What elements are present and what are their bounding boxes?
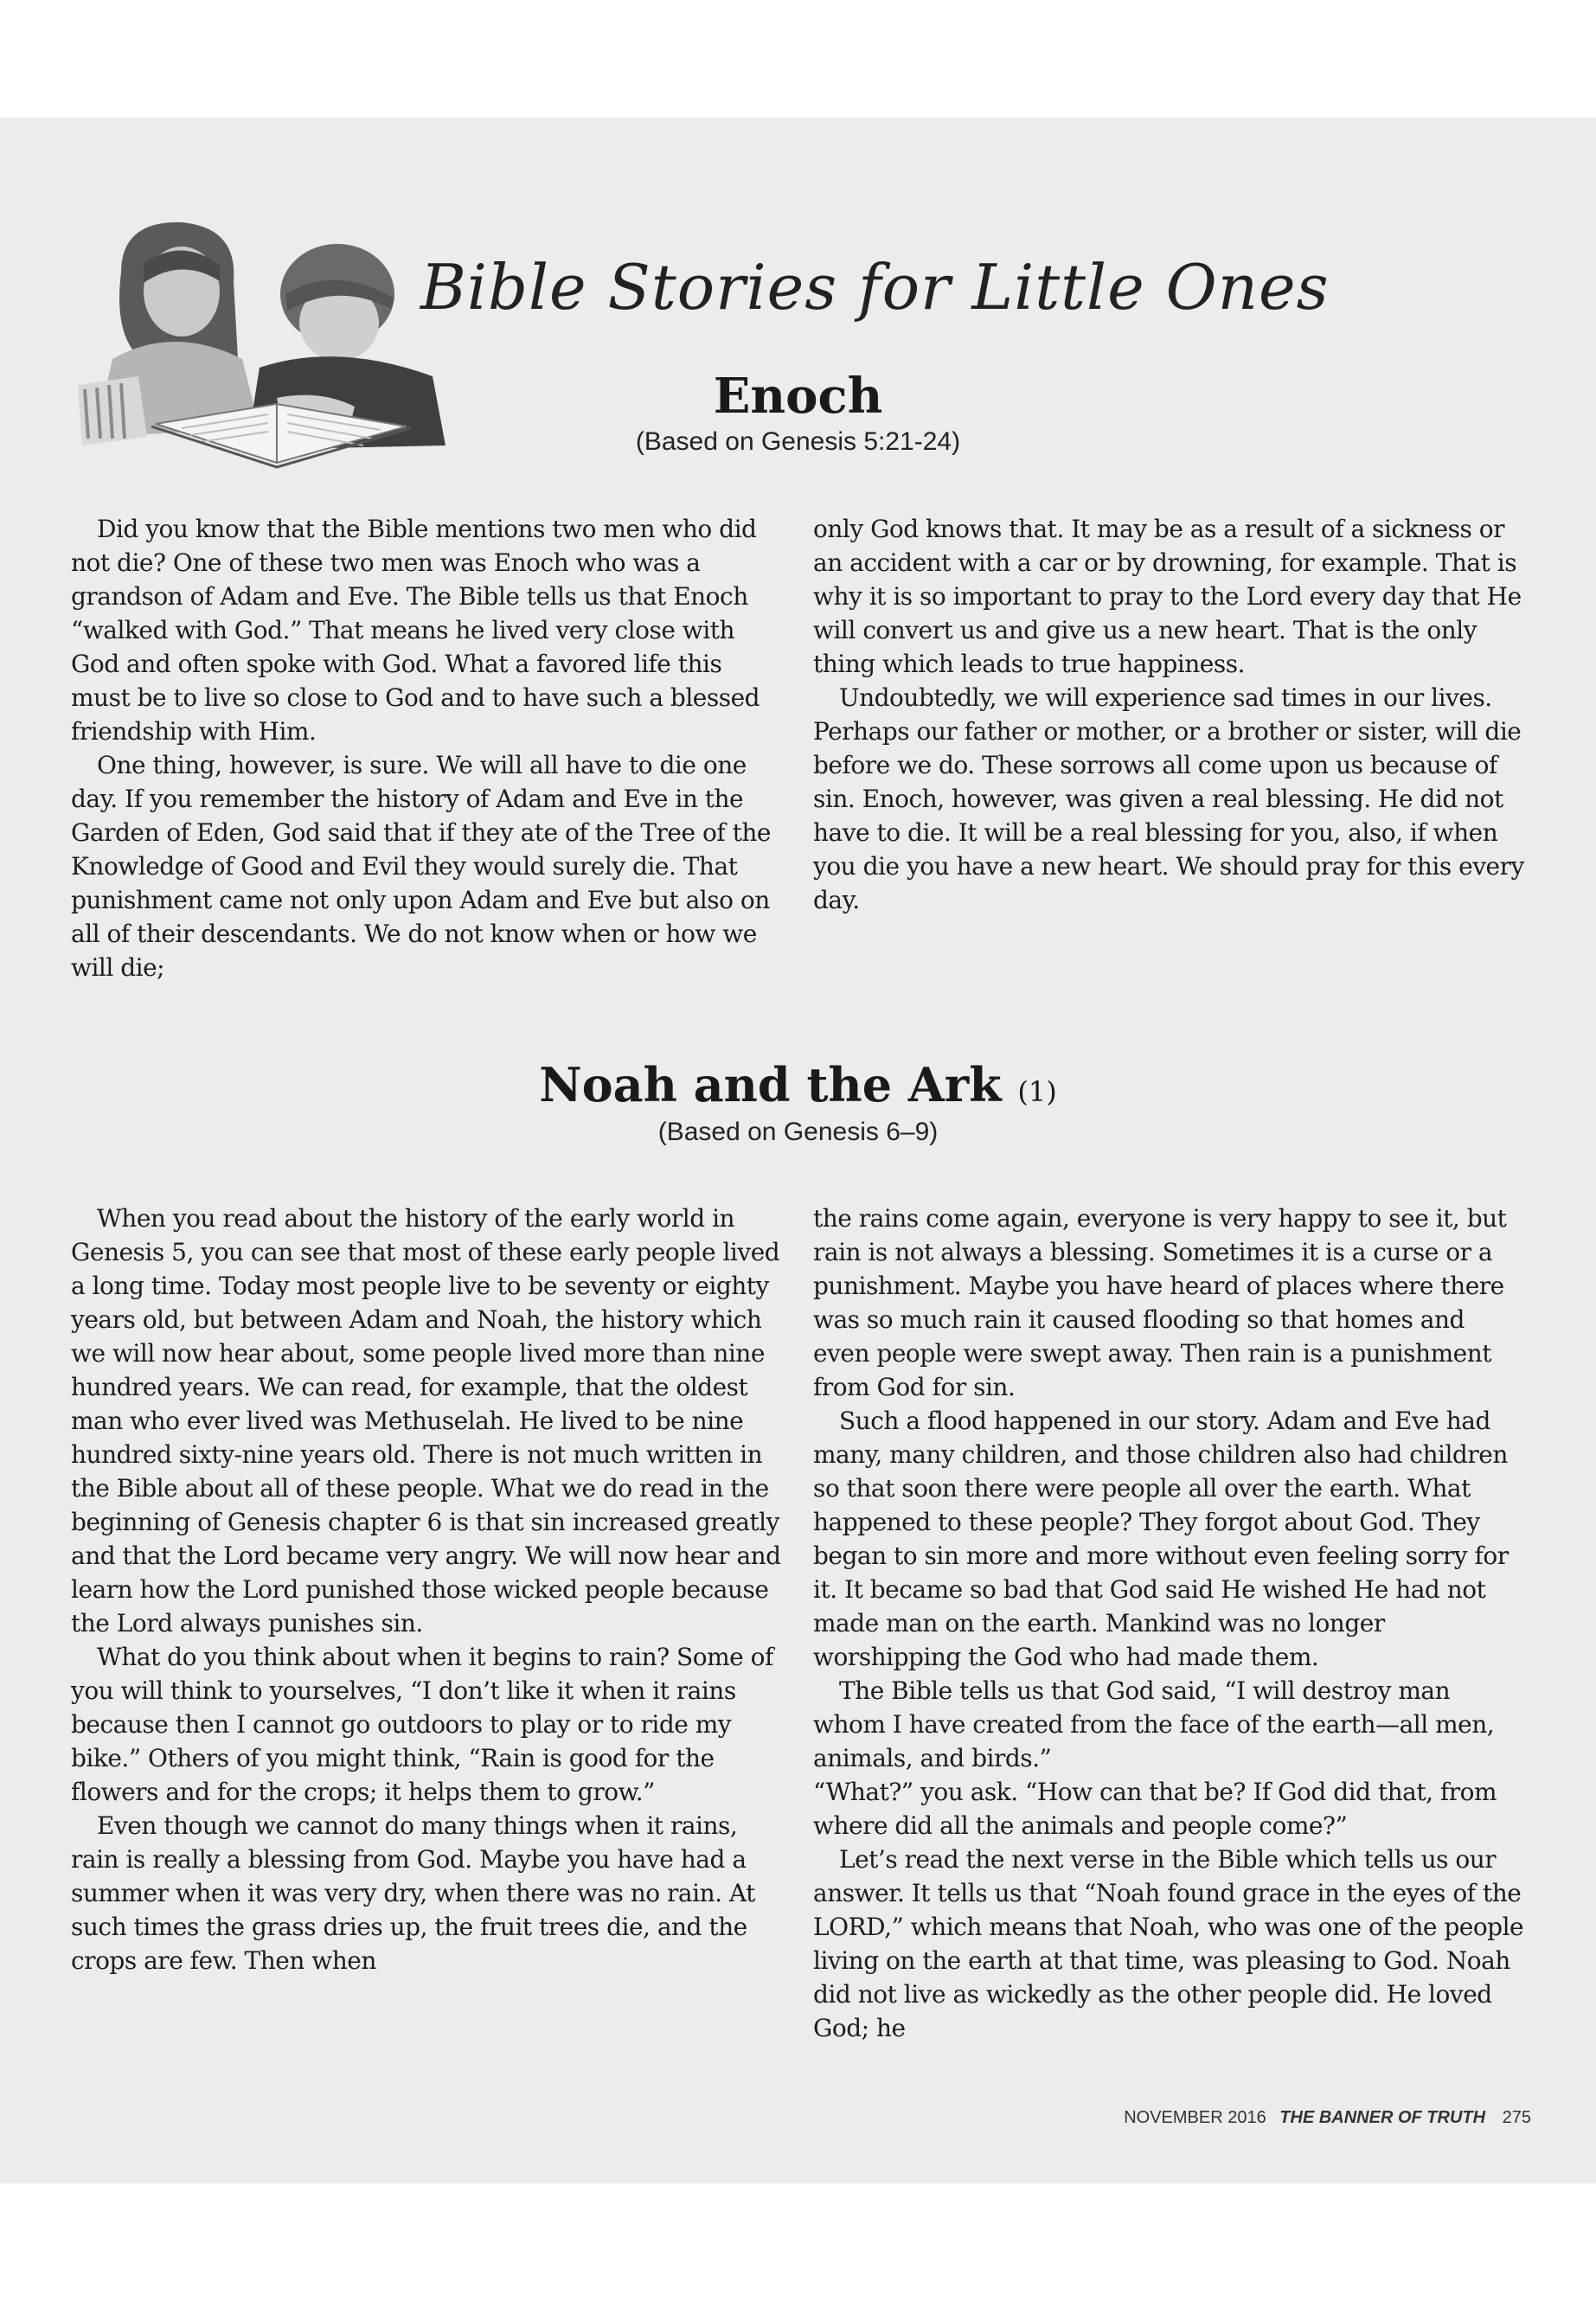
noah-left-column — [71, 1202, 782, 1977]
paragraph: The Bible tells us that God said, “I will destroy man whom I have created from the face of the earth—all men, animals, and birds.” — [813, 1676, 1495, 1772]
noah-right-column — [813, 1202, 1524, 2045]
footer-page-number: 275 — [1502, 2108, 1531, 2127]
story-basis-enoch: (Based on Genesis 5:21-24) — [635, 427, 961, 456]
footer-issue: NOVEMBER 2016 — [1124, 2108, 1266, 2127]
enoch-right-column — [813, 512, 1524, 917]
paragraph: Did you know that the Bible mentions two men who did not die? One of these two men was Enoch who was a grandson of Adam and Eve. The Bible tells us that Enoch “walked with God.” That means he lived very close with God and often spoke with God. What a favored life this must be to live so close to God and to have such a blessed friendship with Him. — [71, 515, 760, 746]
series-title: Bible Stories for Little Ones — [420, 251, 1330, 324]
story-basis-noah: (Based on Genesis 6–9) — [657, 1118, 939, 1146]
paragraph: Let’s read the next verse in the Bible which tells us our answer. It tells us that “Noah found grace in the eyes of the LORD,” which means that Noah, who was one of the people living on the earth at that time, was pleasing to God. Noah did not live as wickedly as the other people did. He loved God; he — [813, 1845, 1524, 2042]
page-footer — [1124, 2108, 1531, 2128]
paragraph: Even though we cannot do many things when it rains, rain is really a blessing from God. Maybe you have had a summer when it was very dry, when there was no rain. At such times the grass dries up, the fruit trees die, and the crops are few. Then when — [71, 1811, 755, 1975]
paragraph: When you read about the history of the early world in Genesis 5, you can see that most of these early people lived a long time. Today most people live to be seventy or eighty years old, but between Adam and Noah, the history which we will now hear about, some people lived more than nine hundred years. We can read, for example, that the oldest man who ever lived was Methuselah. He lived to be nine hundred sixty-nine years old. There is not much written in the Bible about all of these people. What we do read in the beginning of Genesis chapter 6 is that sin increased greatly and that the Lord became very angry. We will now hear and learn how the Lord punished those wicked people because the Lord always punishes sin. — [71, 1204, 781, 1638]
enoch-left-column — [71, 512, 782, 984]
paragraph: Such a flood happened in our story. Adam and Eve had many, many children, and those children also had children so that soon there were people all over the earth. What happened to these people? They forgot about God. They began to sin more and more without even feeling sorry for it. It became so bad that God said He wished He had not made man on the earth. Mankind was no longer worshipping the God who had made them. — [813, 1407, 1509, 1671]
paragraph: What do you think about when it begins to rain? Some of you will think to yourselves, “I don’t like it when it rains because then I cannot go outdoors to play or to ride my bike.” Others of you might think, “Rain is good for the flowers and for the crops; it helps them to grow.” — [71, 1643, 773, 1806]
story-part-number: (1) — [1017, 1075, 1057, 1108]
paragraph: One thing, however, is sure. We will all have to die one day. If you remember the history of Adam and Eve in the Garden of Eden, God said that if they ate of the Tree of the Knowledge of Good and Evil they would surely die. That punishment came not only upon Adam and Eve but also on all of their descendants. We do not know when or how we will die; — [71, 751, 771, 982]
footer-publication: THE BANNER OF TRUTH — [1279, 2108, 1486, 2127]
paragraph: “What?” you ask. “How can that be? If God did that, from where did all the animals and people come?” — [813, 1778, 1497, 1840]
story-title-enoch: Enoch — [713, 368, 883, 425]
paragraph: the rains come again, everyone is very happy to see it, but rain is not always a blessing. Sometimes it is a curse or a punishment. Maybe you have heard of places where there was so much rain it caused flooding so that homes and even people were swept away. Then rain is a punishment from God for sin. — [813, 1204, 1507, 1401]
paragraph: Undoubtedly, we will experience sad times in our lives. Perhaps our father or mother, or a brother or sister, will die before we do. These sorrows all come upon us because of sin. Enoch, however, was given a real blessing. He did not have to die. It will be a real blessing for you, also, if when you die you have a new heart. We should pray for this every day. — [813, 683, 1524, 914]
paragraph: only God knows that. It may be as a result of a sickness or an accident with a car or by drowning, for example. That is why it is so important to pray to the Lord every day that He will convert us and give us a new heart. That is the only thing which leads to true happiness. — [813, 515, 1522, 678]
story-title-noah — [0, 1057, 1596, 1112]
story-title-text: Noah and the Ark — [539, 1057, 1002, 1112]
